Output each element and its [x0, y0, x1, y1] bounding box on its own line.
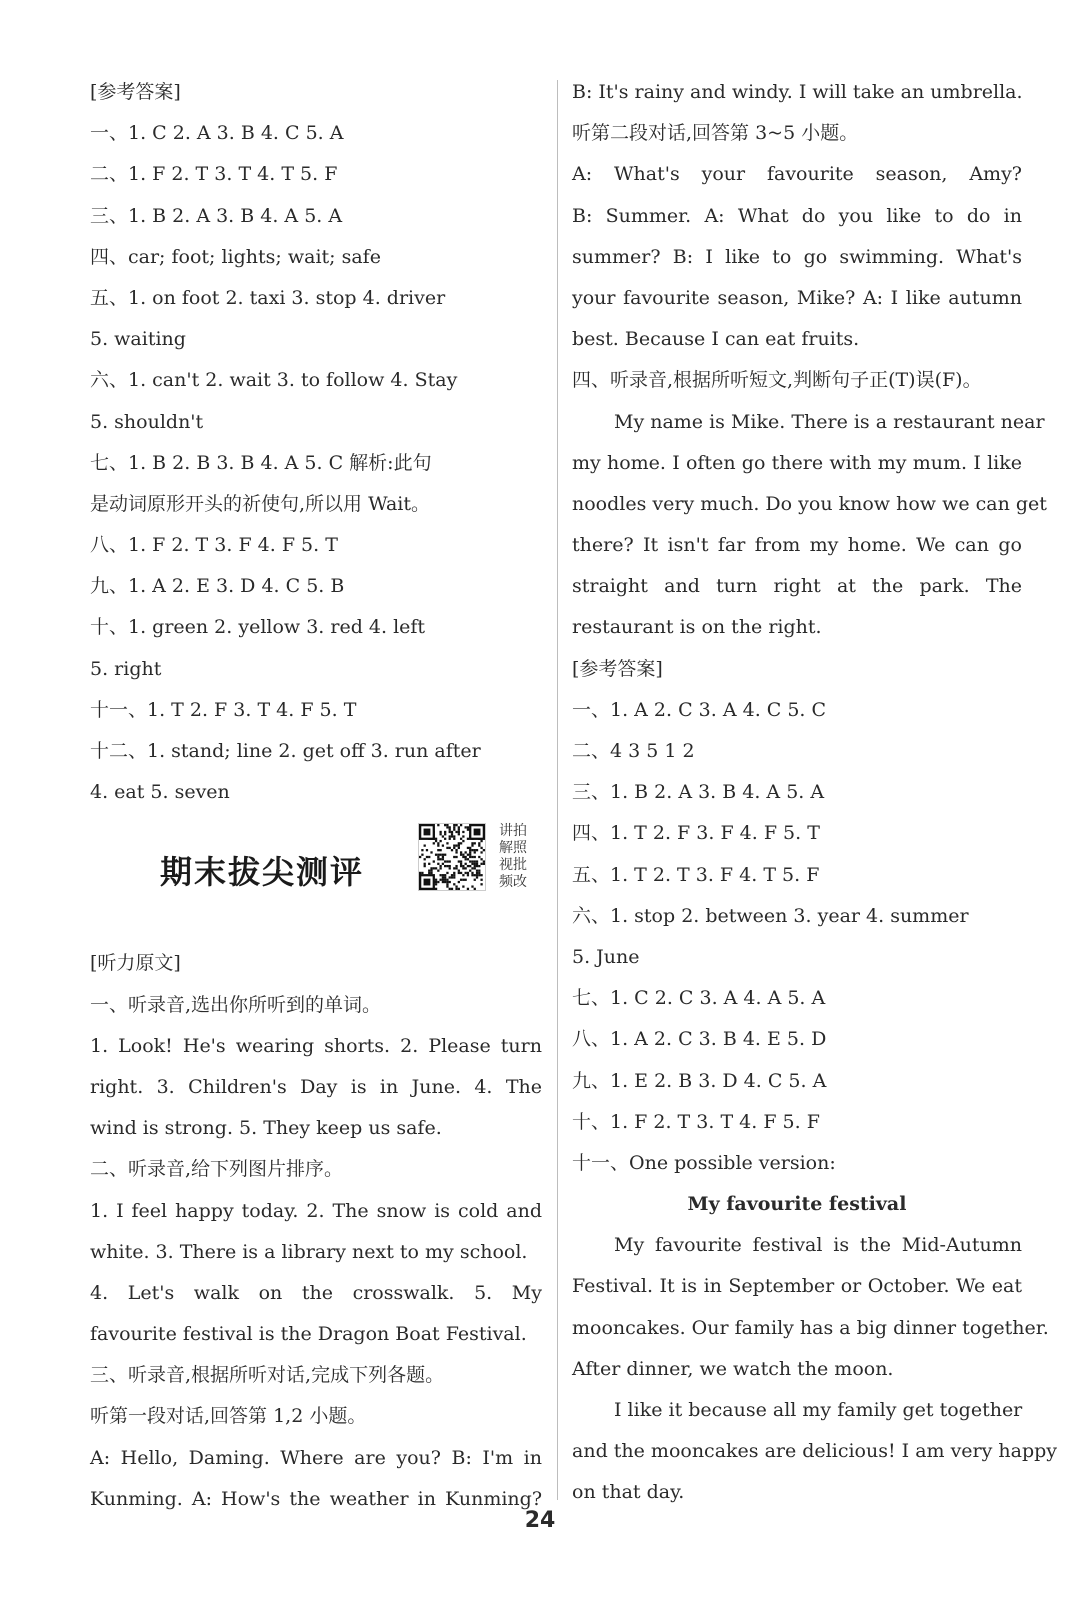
- text-line: 三、1. B 2. A 3. B 4. A 5. A: [90, 204, 343, 227]
- text-line: favourite festival is the Dragon Boat Festival.: [90, 1323, 527, 1346]
- text-line: 二、1. F 2. T 3. T 4. T 5. F: [90, 163, 338, 186]
- text-line: 5. right: [90, 657, 162, 680]
- text-line: and the mooncakes are delicious! I am very happy: [572, 1440, 1058, 1463]
- text-line: 九、1. E 2. B 3. D 4. C 5. A: [572, 1069, 827, 1092]
- text-line: My name is Mike. There is a restaurant near: [614, 410, 1045, 433]
- page-number: 24: [524, 1508, 556, 1533]
- text-line: 十、1. F 2. T 3. T 4. F 5. F: [572, 1110, 820, 1133]
- text-line: Festival. It is in September or October. We eat: [572, 1275, 1022, 1298]
- text-line: Kunming. A: How's the weather in Kunming?: [90, 1487, 542, 1510]
- text-line: 5. waiting: [90, 328, 186, 351]
- text-line: A: What's your favourite season, Amy?: [572, 163, 1022, 186]
- text-line: A: Hello, Daming. Where are you? B: I'm in: [90, 1446, 542, 1469]
- qr-code-icon[interactable]: [418, 823, 486, 891]
- right-column: [572, 72, 1058, 1514]
- text-line: 4. eat 5. seven: [90, 781, 230, 804]
- text-line: 九、1. A 2. E 3. D 4. C 5. B: [90, 575, 345, 598]
- text-line: 五、1. T 2. T 3. F 4. T 5. F: [572, 863, 820, 886]
- section-title: 期末拔尖测评: [160, 853, 365, 892]
- text-line: white. 3. There is a library next to my school.: [90, 1240, 528, 1263]
- qr-caption: 讲拍 解照 视批 频改: [499, 823, 527, 891]
- text-line: [听力原文]: [90, 952, 181, 975]
- text-line: 五、1. on foot 2. taxi 3. stop 4. driver: [90, 286, 446, 309]
- text-line: my home. I often go there with my mum. I like: [572, 451, 1022, 474]
- listening-text-block: [90, 943, 542, 1520]
- text-line: 听第一段对话,回答第 1,2 小题。: [90, 1405, 367, 1428]
- text-line: right. 3. Children's Day is in June. 4. The: [90, 1075, 542, 1098]
- left-column: [90, 72, 542, 1520]
- text-line: noodles very much. Do you know how we can get: [572, 492, 1047, 515]
- text-line: My favourite festival: [687, 1193, 907, 1216]
- text-line: 十一、1. T 2. F 3. T 4. F 5. T: [90, 698, 357, 721]
- text-line: straight and turn right at the park. The: [572, 575, 1022, 598]
- text-line: 八、1. A 2. C 3. B 4. E 5. D: [572, 1028, 827, 1051]
- text-line: 4. Let's walk on the crosswalk. 5. My: [90, 1281, 542, 1304]
- text-line: 1. Look! He's wearing shorts. 2. Please turn: [90, 1034, 542, 1057]
- text-line: on that day.: [572, 1481, 685, 1504]
- text-line: 十二、1. stand; line 2. get off 3. run after: [90, 740, 481, 762]
- text-line: [参考答案]: [90, 81, 181, 103]
- text-line: I like it because all my family get together: [614, 1399, 1023, 1421]
- text-line: 是动词原形开头的祈使句,所以用 Wait。: [90, 492, 430, 515]
- text-line: your favourite season, Mike? A: I like autumn: [572, 286, 1022, 309]
- column-divider: [557, 80, 558, 1500]
- text-line: 5. June: [572, 945, 640, 968]
- text-line: B: Summer. A: What do you like to do in: [572, 204, 1022, 227]
- text-line: 二、4 3 5 1 2: [572, 740, 695, 762]
- text-line: 三、1. B 2. A 3. B 4. A 5. A: [572, 781, 825, 804]
- text-line: best. Because I can eat fruits.: [572, 328, 860, 351]
- text-line: [参考答案]: [572, 657, 663, 680]
- text-line: 七、1. B 2. B 3. B 4. A 5. C 解析:此句: [90, 451, 432, 474]
- text-line: 一、1. A 2. C 3. A 4. C 5. C: [572, 698, 827, 721]
- text-line: 七、1. C 2. C 3. A 4. A 5. A: [572, 987, 826, 1010]
- text-line: 1. I feel happy today. 2. The snow is cold and: [90, 1199, 542, 1222]
- text-line: 一、1. C 2. A 3. B 4. C 5. A: [90, 122, 344, 145]
- text-line: 三、听录音,根据所听对话,完成下列各题。: [90, 1364, 445, 1387]
- text-line: 六、1. can't 2. wait 3. to follow 4. Stay: [90, 369, 458, 392]
- text-line: My favourite festival is the Mid-Autumn: [614, 1234, 1022, 1257]
- text-line: 四、听录音,根据所听短文,判断句子正(T)误(F)。: [572, 369, 982, 392]
- text-line: 四、1. T 2. F 3. F 4. F 5. T: [572, 822, 820, 845]
- text-line: 5. shouldn't: [90, 410, 204, 433]
- text-line: mooncakes. Our family has a big dinner together.: [572, 1316, 1049, 1339]
- text-line: 听第二段对话,回答第 3~5 小题。: [572, 122, 859, 145]
- text-line: B: It's rainy and windy. I will take an umbrella.: [572, 81, 1023, 103]
- text-line: 四、car; foot; lights; wait; safe: [90, 245, 381, 268]
- text-line: 六、1. stop 2. between 3. year 4. summer: [572, 904, 969, 927]
- text-line: 二、听录音,给下列图片排序。: [90, 1158, 344, 1181]
- text-line: 一、听录音,选出你所听到的单词。: [90, 993, 382, 1016]
- text-line: 十一、One possible version:: [572, 1151, 836, 1174]
- answer-block-left: [90, 72, 542, 813]
- text-line: wind is strong. 5. They keep us safe.: [90, 1117, 442, 1140]
- text-line: 十、1. green 2. yellow 3. red 4. left: [90, 616, 426, 639]
- text-line: restaurant is on the right.: [572, 616, 822, 639]
- section-header: [90, 813, 542, 943]
- text-line: After dinner, we watch the moon.: [572, 1357, 894, 1380]
- text-line: 八、1. F 2. T 3. F 4. F 5. T: [90, 534, 338, 557]
- text-line: summer? B: I like to go swimming. What's: [572, 245, 1022, 268]
- text-line: there? It isn't far from my home. We can go: [572, 534, 1022, 557]
